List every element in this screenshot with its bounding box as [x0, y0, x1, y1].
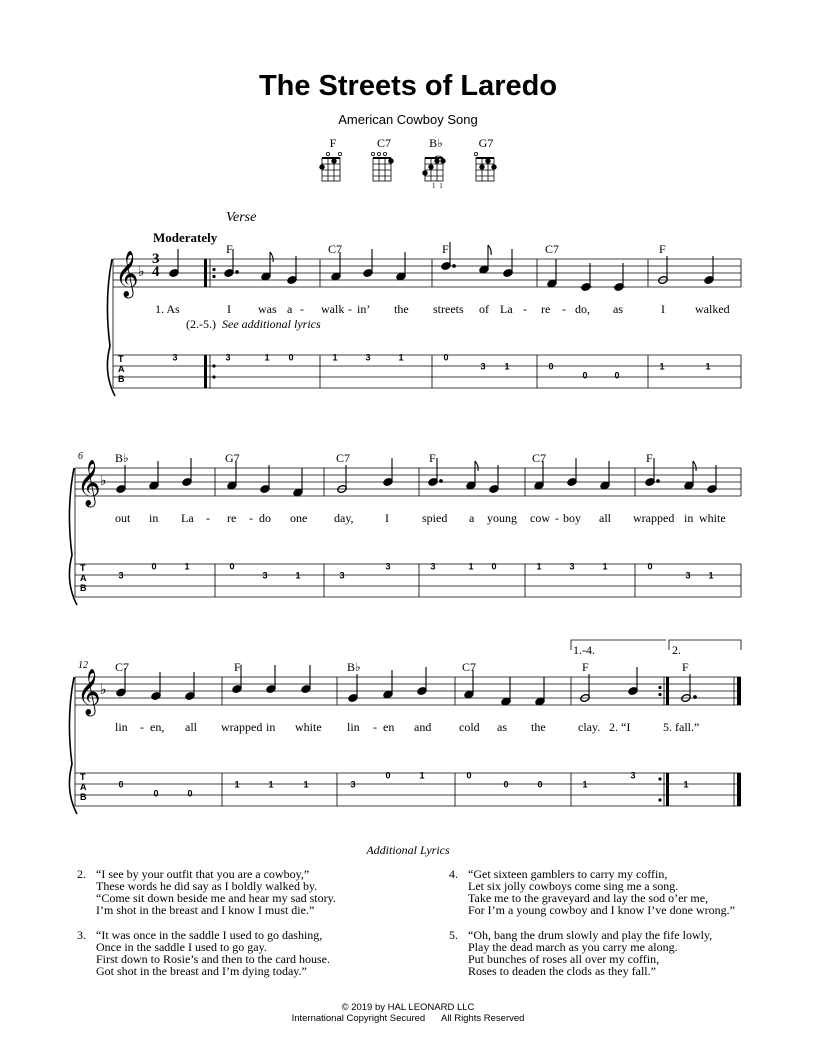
- tab-number: 1: [264, 352, 270, 363]
- repeat-start-barline: [204, 259, 216, 388]
- stanza-line: These words he did say as I boldly walked by.: [96, 879, 318, 893]
- tab-number: 1: [602, 561, 608, 572]
- flat-key-signature-icon: ♭: [100, 473, 107, 489]
- lyric-hyphen: -: [373, 720, 377, 734]
- lyric-syllable: the: [531, 720, 546, 734]
- system-2-notes: [116, 458, 717, 497]
- lyric-syllable: white: [295, 720, 322, 734]
- tab-number: 3: [350, 779, 356, 790]
- lyric-syllable: walk: [321, 302, 345, 316]
- system-bracket: [69, 677, 77, 814]
- chord-symbol: F: [442, 242, 449, 256]
- tab-number: 3: [430, 561, 436, 572]
- lyric-syllable: 1. As: [155, 302, 180, 316]
- chord-symbol: F: [682, 660, 689, 674]
- tab-number: 1: [303, 779, 309, 790]
- tab-number: 1: [659, 361, 665, 372]
- section-label-verse: Verse: [226, 210, 257, 225]
- tab-number: 0: [647, 561, 653, 572]
- all-rights-reserved: All Rights Reserved: [441, 1013, 525, 1024]
- stanza-line: “Come sit down beside me and hear my sad story.: [96, 891, 336, 905]
- tab-number: 1: [683, 779, 689, 790]
- bb-fingering: 1 1: [432, 182, 444, 190]
- tab-number: 0: [537, 779, 543, 790]
- tab-number: 0: [118, 779, 124, 790]
- chord-symbol: C7: [328, 242, 343, 256]
- lyric-syllable: day,: [334, 511, 354, 525]
- lyric-syllable: wrapped: [633, 511, 675, 525]
- ukulele-chord-bb-icon: [423, 156, 446, 181]
- system-2-staff: [75, 468, 741, 597]
- lyric-hyphen: -: [555, 511, 559, 525]
- chord-diagram-name-g7: G7: [478, 136, 494, 150]
- tab-number: 1: [268, 779, 274, 790]
- tab-number: 1: [504, 361, 510, 372]
- stanza-number: 4.: [449, 867, 458, 881]
- additional-verses-text: See additional lyrics: [222, 317, 321, 331]
- system-3-notes: [116, 665, 697, 706]
- lyric-syllable: 5. fall.”: [663, 720, 700, 734]
- tab-number: 1: [234, 779, 240, 790]
- stanza-line: Put bunches of roses all over my coffin,: [468, 952, 660, 966]
- lyrics-stanza-5: [449, 929, 779, 979]
- tab-number: 1: [184, 561, 190, 572]
- tab-number: 1: [582, 779, 588, 790]
- stanza-line: Once in the saddle I used to go gay.: [96, 940, 267, 954]
- song-subtitle: American Cowboy Song: [338, 112, 478, 127]
- chord-symbol: F: [226, 242, 233, 256]
- chord-symbol: B♭: [347, 660, 361, 674]
- tab-number: 1: [332, 352, 338, 363]
- chord-symbol: F: [429, 451, 436, 465]
- tab-clef-t: T: [80, 563, 86, 573]
- tab-number: 0: [229, 561, 235, 572]
- chord-symbol: C7: [336, 451, 351, 465]
- lyric-syllable: clay.: [578, 720, 601, 734]
- measure-number-6: 6: [78, 451, 83, 462]
- lyric-hyphen: -: [562, 302, 566, 316]
- tab-number: 3: [365, 352, 371, 363]
- lyric-syllable: re: [227, 511, 237, 525]
- lyric-syllable: streets: [433, 302, 464, 316]
- tab-number: 0: [187, 788, 193, 799]
- lyric-syllable: in: [684, 511, 694, 525]
- lyric-syllable: white: [699, 511, 726, 525]
- song-title: The Streets of Laredo: [258, 70, 558, 102]
- tab-number: 0: [614, 370, 620, 381]
- lyric-syllable: do: [259, 511, 271, 525]
- tab-number: 0: [288, 352, 294, 363]
- lyric-syllable: lin: [115, 720, 128, 734]
- tempo-marking: Moderately: [153, 230, 218, 245]
- lyric-syllable: young: [487, 511, 517, 525]
- stanza-number: 5.: [449, 928, 458, 942]
- tab-number: 3: [685, 570, 691, 581]
- lyric-hyphen: -: [249, 511, 253, 525]
- chord-symbol: F: [234, 660, 241, 674]
- copyright-secured: International Copyright Secured: [291, 1013, 426, 1024]
- additional-verses-number: (2.-5.): [186, 317, 216, 331]
- tab-number: 1: [705, 361, 711, 372]
- lyric-syllable: boy: [563, 511, 581, 525]
- chord-diagram-name-f: F: [329, 136, 337, 150]
- stanza-line: For I’m a young cowboy and I know I’ve done wrong.”: [468, 903, 735, 917]
- time-signature-bottom: 4: [152, 264, 160, 280]
- stanza-line: “Oh, bang the drum slowly and play the fife lowly,: [468, 928, 713, 942]
- tab-number: 3: [630, 770, 636, 781]
- stanza-line: Roses to deaden the clods as they fall.”: [468, 964, 656, 978]
- stanza-line: “Get sixteen gamblers to carry my coffin,: [468, 867, 668, 881]
- lyric-syllable: a: [469, 511, 475, 525]
- tab-clef-a: A: [80, 782, 87, 792]
- system-bracket: [107, 259, 115, 396]
- ukulele-chord-g7-icon: [474, 152, 496, 181]
- tab-number: 0: [443, 352, 449, 363]
- chord-symbol: F: [582, 660, 589, 674]
- treble-clef-icon: 𝄞: [115, 251, 139, 297]
- flat-key-signature-icon: ♭: [138, 264, 145, 280]
- lyric-syllable: La: [500, 302, 513, 316]
- lyric-syllable: and: [414, 720, 432, 734]
- tab-clef-b: B: [80, 792, 87, 802]
- final-barline: [734, 677, 741, 806]
- tab-number: 3: [118, 570, 124, 581]
- lyric-hyphen: -: [523, 302, 527, 316]
- ukulele-chord-c7-icon: [371, 152, 393, 181]
- rights-line: [0, 1013, 816, 1024]
- lyric-syllable: 2. “I: [609, 720, 631, 734]
- lyric-syllable: one: [290, 511, 308, 525]
- stanza-number: 3.: [77, 928, 86, 942]
- tab-clef-a: A: [118, 364, 125, 374]
- lyric-syllable: as: [497, 720, 507, 734]
- lyrics-stanza-4: [449, 868, 779, 918]
- chord-symbol: C7: [115, 660, 130, 674]
- lyric-hyphen: -: [348, 302, 352, 316]
- chord-symbol: B♭: [115, 451, 129, 465]
- system-1-staff: [113, 259, 741, 388]
- stanza-line: I’m shot in the breast and I know I must die.”: [96, 903, 315, 917]
- tab-number: 1: [398, 352, 404, 363]
- system-3-staff: [75, 677, 741, 806]
- system-1-notes: [169, 242, 714, 292]
- lyric-syllable: all: [185, 720, 197, 734]
- tab-clef-b: B: [80, 583, 87, 593]
- stanza-line: Got shot in the breast and I’m dying today.”: [96, 964, 307, 978]
- lyric-syllable: of: [479, 302, 489, 316]
- lyric-hyphen: -: [300, 302, 304, 316]
- tab-clef-t: T: [80, 772, 86, 782]
- stanza-line: “I see by your outfit that you are a cowboy,”: [96, 867, 310, 881]
- flat-key-signature-icon: ♭: [100, 682, 107, 698]
- lyric-syllable: in: [266, 720, 276, 734]
- tab-number: 1: [536, 561, 542, 572]
- lyric-syllable: in’: [357, 302, 371, 316]
- repeat-end-barline: [658, 677, 669, 806]
- tab-number: 0: [153, 788, 159, 799]
- volta-brackets: [571, 640, 741, 650]
- tab-clef-b: B: [118, 374, 125, 384]
- tab-number: 3: [225, 352, 231, 363]
- chord-symbol: F: [659, 242, 666, 256]
- lyric-syllable: was: [258, 302, 277, 316]
- tab-number: 0: [466, 770, 472, 781]
- ukulele-chord-f-icon: [320, 152, 342, 181]
- system-bracket: [69, 468, 77, 605]
- tab-number: 3: [172, 352, 178, 363]
- additional-lyrics-heading: Additional Lyrics: [366, 843, 450, 857]
- lyric-syllable: La: [181, 511, 194, 525]
- tab-number: 0: [491, 561, 497, 572]
- lyric-syllable: I: [227, 302, 231, 316]
- stanza-line: Let six jolly cowboys come sing me a song.: [468, 879, 679, 893]
- lyric-syllable: wrapped: [221, 720, 263, 734]
- lyric-syllable: spied: [422, 511, 448, 525]
- lyric-syllable: a: [287, 302, 293, 316]
- lyric-syllable: out: [115, 511, 131, 525]
- lyric-syllable: I: [661, 302, 665, 316]
- stanza-line: Take me to the graveyard and lay the sod o’er me,: [468, 891, 709, 905]
- lyric-syllable: as: [613, 302, 623, 316]
- tab-number: 1: [295, 570, 301, 581]
- stanza-number: 2.: [77, 867, 86, 881]
- treble-clef-icon: 𝄞: [77, 669, 101, 715]
- stanza-line: First down to Rosie’s and then to the card house.: [96, 952, 330, 966]
- chord-symbol: F: [646, 451, 653, 465]
- lyric-syllable: cow: [530, 511, 550, 525]
- tab-number: 1: [468, 561, 474, 572]
- treble-clef-icon: 𝄞: [77, 460, 101, 506]
- tab-number: 0: [385, 770, 391, 781]
- lyric-syllable: cold: [459, 720, 480, 734]
- measure-number-12: 12: [78, 660, 88, 671]
- lyric-syllable: in: [149, 511, 159, 525]
- chord-symbol: C7: [462, 660, 477, 674]
- chord-diagram-name-bb: B♭: [429, 136, 443, 150]
- tab-number: 0: [151, 561, 157, 572]
- tab-number: 3: [385, 561, 391, 572]
- tab-number: 1: [708, 570, 714, 581]
- second-ending-label: 2.: [672, 643, 681, 657]
- lyric-hyphen: -: [140, 720, 144, 734]
- lyrics-stanza-3: [77, 929, 407, 979]
- chord-symbol: C7: [545, 242, 560, 256]
- lyric-syllable: en,: [150, 720, 165, 734]
- lyric-hyphen: -: [206, 511, 210, 525]
- time-signature-top: 3: [152, 251, 160, 267]
- lyric-syllable: re: [541, 302, 551, 316]
- lyrics-stanza-2: [77, 868, 407, 918]
- tab-number: 3: [569, 561, 575, 572]
- tab-number: 0: [503, 779, 509, 790]
- first-ending-label: 1.-4.: [573, 643, 595, 657]
- lyric-syllable: lin: [347, 720, 360, 734]
- chord-symbol: C7: [532, 451, 547, 465]
- chord-symbol: G7: [225, 451, 240, 465]
- lyric-syllable: all: [599, 511, 611, 525]
- tab-clef-a: A: [80, 573, 87, 583]
- stanza-line: “It was once in the saddle I used to go dashing,: [96, 928, 323, 942]
- tab-number: 3: [339, 570, 345, 581]
- copyright-line: © 2019 by HAL LEONARD LLC: [341, 1002, 475, 1013]
- tab-number: 1: [419, 770, 425, 781]
- tab-number: 0: [548, 361, 554, 372]
- stanza-line: Play the dead march as you carry me along.: [468, 940, 678, 954]
- tab-number: 3: [262, 570, 268, 581]
- tab-clef-t: T: [118, 354, 124, 364]
- lyric-syllable: walked: [695, 302, 730, 316]
- chord-diagram-name-c7: C7: [376, 136, 391, 150]
- lyric-syllable: the: [394, 302, 409, 316]
- tab-number: 0: [582, 370, 588, 381]
- lyric-syllable: do,: [575, 302, 590, 316]
- lyric-syllable: I: [385, 511, 389, 525]
- tab-number: 3: [480, 361, 486, 372]
- lyric-syllable: en: [383, 720, 395, 734]
